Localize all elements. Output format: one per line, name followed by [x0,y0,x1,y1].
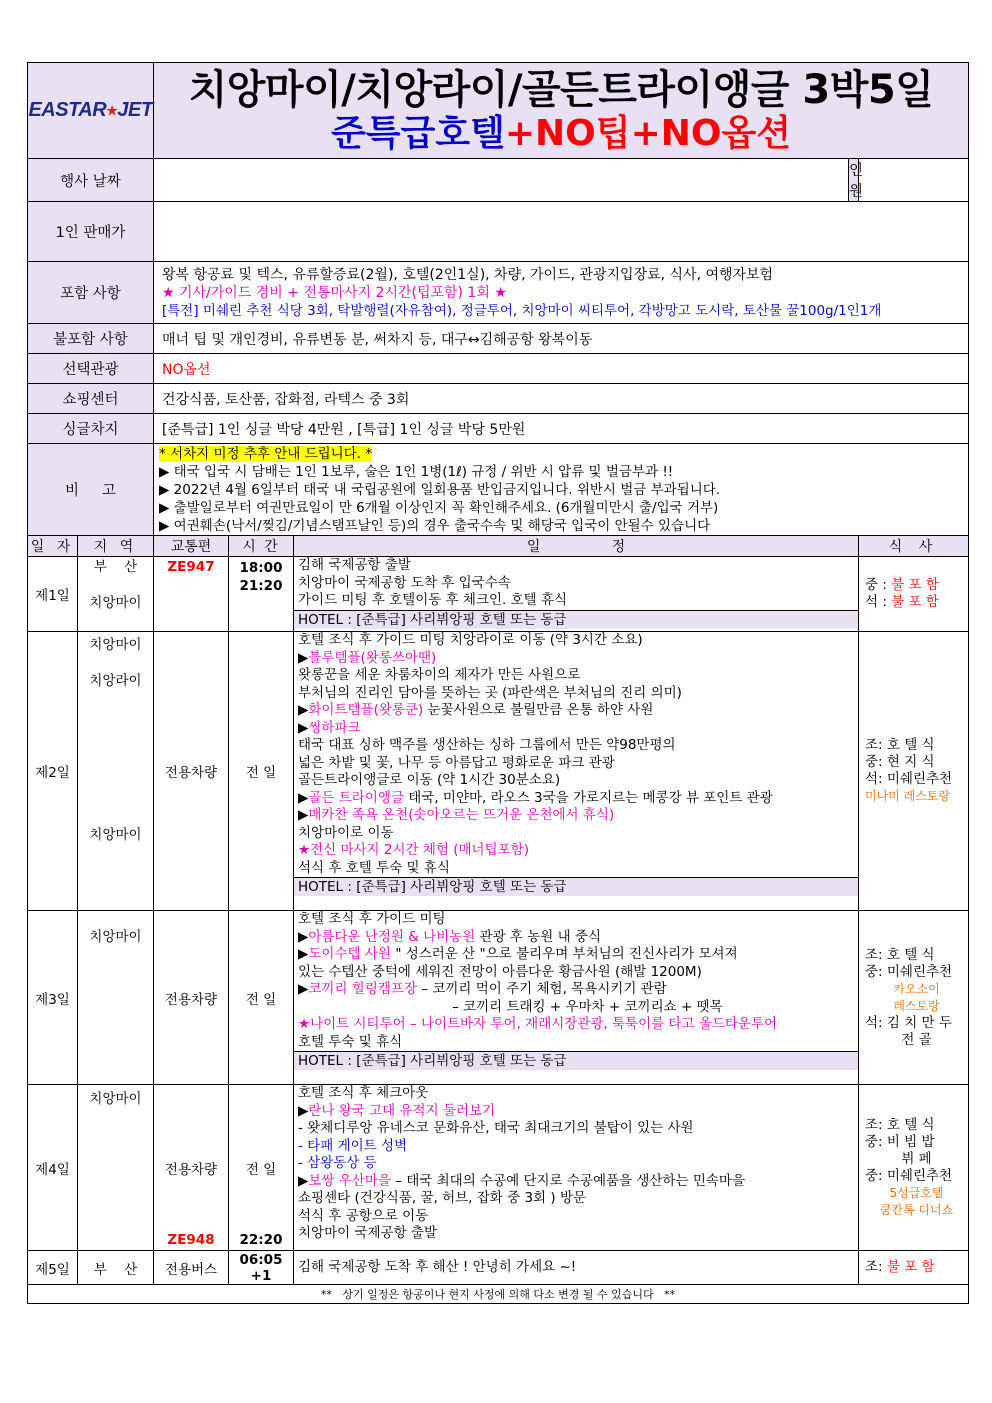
day-4-row [28,1085,969,1251]
price-value[interactable] [154,202,969,262]
page-title: 치앙마이/치앙라이/골든트라이앵글 3박5일 [188,66,934,113]
schedule-header [28,536,969,557]
price-label: 1인 판매가 [28,202,154,262]
schedule-line: ▶화이트템플(왓롱쿤) 눈꽃사원으로 불릴만큼 온통 하얀 사원 [298,702,654,718]
day-label: 제1일 [28,557,78,632]
day-schedule [294,1085,859,1251]
day-time: 전 일 22:20 [229,1085,294,1251]
col-time: 시 간 [229,536,294,557]
schedule-line: ★전신 마사지 2시간 체험 (매너팁포함) [298,842,529,858]
schedule-line: - 타패 게이트 성벽 [298,1137,408,1154]
transport: 전용차량 [154,632,229,911]
col-transport: 교통편 [154,536,229,557]
title-cell [154,63,969,159]
date-value[interactable] [154,159,849,202]
day-label: 제4일 [28,1085,78,1251]
schedule-line: 있는 수텝산 중턱에 세워진 전망이 아름다운 황금사원 (해발 1200M) [298,963,702,980]
schedule-line: 골든트라이앵글로 이동 (약 1시간 30분소요) [298,772,561,788]
exclude-label: 불포함 사항 [28,324,154,354]
day-region: 부 산 치앙마이 [78,557,154,632]
day-schedule [294,632,859,911]
schedule-line: 호텔 조식 후 가이드 미팅 치앙라이로 이동 (약 3시간 소요) [298,632,643,648]
notes [154,444,969,536]
note-line: ▶ 출발일로부터 여권만료일이 만 6개월 이상인지 꼭 확인해주세요. (6개월미만시 출/입국 거부) [159,499,719,516]
transport: 전용차량 [154,911,229,1085]
day-label: 제5일 [28,1251,78,1285]
day-label: 제3일 [28,911,78,1085]
include-label: 포함 사항 [28,262,154,324]
day-schedule [294,557,859,632]
day-region: 치앙마이 [78,911,154,1085]
schedule-line: 호텔 조식 후 가이드 미팅 [298,911,446,927]
schedule-line: 호텔 조식 후 체크아웃 [298,1085,429,1101]
day-meals: 중 : 불 포 함 석 : 불 포 함 [859,557,969,632]
day-region: 부 산 [78,1251,154,1285]
single-label: 싱글차지 [28,414,154,444]
day-meals: 조: 호 텔 식 중: 미쉐린추천 카오소이 레스토랑 석: 김 치 만 두 전 골 [859,911,969,1085]
day-2-row [28,632,969,911]
day-time: 전 일 [229,632,294,911]
schedule-line: 석식 후 공항으로 이동 [298,1207,429,1224]
logo-cell [28,63,154,159]
schedule-line: ▶란나 왕국 고대 유적지 둘러보기 [298,1102,496,1119]
day-region: 치앙마이 [78,1085,154,1251]
footer-note: ** 상기 일정은 항공이나 현지 사정에 의해 다소 변경 될 수 있습니다 ** [28,1285,969,1304]
schedule-line: 태국 대표 싱하 맥주를 생산하는 싱하 그룹에서 만든 약98만평의 [298,737,676,753]
schedule-line: 넓은 차밭 및 꽃, 나무 등 아름답고 평화로운 파크 관광 [298,754,615,771]
schedule-line: – 코끼리 트래킹 + 우마차 + 코끼리쇼 + 뗏목 [452,998,723,1015]
schedule-line: 쇼핑센타 (건강식품, 꿀, 허브, 잡화 중 3회 ) 방문 [298,1190,587,1206]
option-value: NO옵션 [154,354,969,384]
col-meal: 식 사 [859,536,969,557]
day-1-row [28,557,969,632]
note-line: ▶ 여권훼손(낙서/찢김/기념스탬프날인 등)의 경우 출국수속 및 해당국 입국이 안될수 있습니다 [159,517,711,534]
schedule-line: 석식 후 호텔 투숙 및 휴식 [298,859,450,876]
page-subtitle: 준특급호텔+NO팁+NO옵션 [330,112,792,154]
schedule-line: ▶아름다운 난정원 & 나비농원 관광 후 농원 내 중식 [298,928,602,945]
hotel-line: HOTEL : [준특급] 사리뷔앙핑 호텔 또는 동급 [294,1051,858,1070]
include-line: 왕복 항공료 및 텍스, 유류할증료(2월), 호텔(2인1실), 차량, 가이드, 관광지입장료, 식사, 여행자보험 [162,266,774,283]
schedule-line: 치앙마이로 이동 [298,824,394,841]
day-3-row [28,911,969,1085]
schedule-line: ▶골든 트라이앵글 태국, 미얀마, 라오스 3국을 가로지르는 메콩강 뷰 포인트 관광 [298,789,773,806]
schedule-line: 호텔 투숙 및 휴식 [298,1033,403,1050]
people-label: 인원 [849,159,859,202]
exclude-value: 매너 팁 및 개인경비, 유류변동 분, 써차지 등, 대구↔김해공항 왕복이동 [154,324,969,354]
note-label: 비 고 [28,444,154,536]
day-schedule: 김해 국제공항 도착 후 해산 ! 안녕히 가세요 ~! [294,1251,859,1285]
day-time: 18:00 21:20 [229,557,294,632]
day-meals: 조: 불 포 함 [859,1251,969,1285]
people-value[interactable] [859,159,969,202]
single-value: [준특급] 1인 싱글 박당 4만원 , [특급] 1인 싱글 박당 5만원 [154,414,969,444]
schedule-line: ▶매카찬 족욕 온천(솟아오르는 뜨거운 온천에서 휴식) [298,807,615,823]
flight-number: ZE947 [154,557,229,632]
schedule-line: 가이드 미팅 후 호텔이동 후 체크인. 호텔 휴식 [298,592,568,608]
col-region: 지 역 [78,536,154,557]
schedule-line: 김해 국제공항 출발 [298,557,411,573]
schedule-line: ★나이트 시티투어 – 나이트바자 투어, 재래시장관광, 툭툭이를 타고 올드타운투어 [298,1016,778,1032]
transport: 전용버스 [154,1251,229,1285]
hotel-line: HOTEL : [준특급] 사리뷔앙핑 호텔 또는 동급 [294,877,858,896]
itinerary-table [27,62,969,1304]
schedule-line: ▶블루템플(왓롱쓰아땐) [298,649,437,666]
schedule-line: ▶보쌍 우산마을 – 태국 최대의 수공예 단지로 수공예품을 생산하는 민속마을 [298,1172,746,1189]
shop-label: 쇼핑센터 [28,384,154,414]
note-line: ▶ 2022년 4월 6일부터 태국 내 국립공원에 일회용품 반입금지입니다. 위반시 벌금 부과됩니다. [159,481,721,498]
schedule-line: ▶도이수텝 사원 " 성스러운 산 "으로 불리우며 부처님의 진신사리가 모셔져 [298,946,738,962]
note-line: ▶ 태국 입국 시 담배는 1인 1보루, 술은 1인 1병(1ℓ) 규정 / 위반 시 압류 및 벌금부과 !! [159,463,674,480]
day-label: 제2일 [28,632,78,911]
day-meals: 조: 호 텔 식 중: 비 빔 밥 뷔 페 중: 미쉐린추천 5성급호텔 쿰칸톡 디너쇼 [859,1085,969,1251]
day-time: 06:05 +1 [229,1251,294,1285]
option-label: 선택관광 [28,354,154,384]
col-day: 일 자 [28,536,78,557]
col-schedule: 일 정 [294,536,859,557]
schedule-line: 치앙마이 국제공항 출발 [298,1225,437,1241]
include-line: ★ 기사/가이드 경비 + 전통마사지 2시간(팁포함) 1회 ★ [162,284,507,301]
day-meals: 조: 호 텔 식 중: 현 지 식 석: 미쉐린추천 미나미 레스토랑 [859,632,969,911]
schedule-line: 치앙마이 국제공항 도착 후 입국수속 [298,574,511,591]
include-line: [특전] 미쉐린 추천 식당 3회, 탁발행렬(자유참여), 정글투어, 치앙마이 씨티투어, 각방망고 도시락, 토산물 꿀100g/1인1개 [162,302,882,319]
schedule-line: ▶코끼리 힐링캠프장 – 코끼리 먹이 주기 체험, 목욕시키기 관람 [298,981,667,997]
hotel-line: HOTEL : [준특급] 사리뷔앙핑 호텔 또는 동급 [294,610,858,629]
day-schedule [294,911,859,1085]
itinerary-sheet [27,62,968,1304]
day-time: 전 일 [229,911,294,1085]
include-value [154,262,969,324]
schedule-line: 부처님의 진리인 담아를 뜻하는 곳 (파란색은 부처님의 진리 의미) [298,684,682,701]
flight-number: ZE948 [167,1232,215,1248]
transport: 전용차량 ZE948 [154,1085,229,1251]
schedule-line: 왓롱꾼을 세운 차룸차이의 제자가 만든 사원으로 [298,667,581,683]
shop-value: 건강식품, 토산품, 잡화점, 라텍스 중 3회 [154,384,969,414]
day-region: 치앙마이 치앙라이 치앙마이 [78,632,154,911]
surcharge-note: * 서차지 미정 추후 안내 드립니다. * [159,445,373,462]
schedule-line: - 왓체디루앙 유네스코 문화유산, 태국 최대크기의 불탑이 있는 사원 [298,1120,694,1136]
schedule-line: - 삼왕동상 등 [298,1155,377,1171]
eastar-jet-logo: EASTAR ★ JET [28,99,153,121]
schedule-line: ▶씽하파크 [298,719,361,736]
day-5-row [28,1251,969,1285]
date-label: 행사 날짜 [28,159,154,202]
